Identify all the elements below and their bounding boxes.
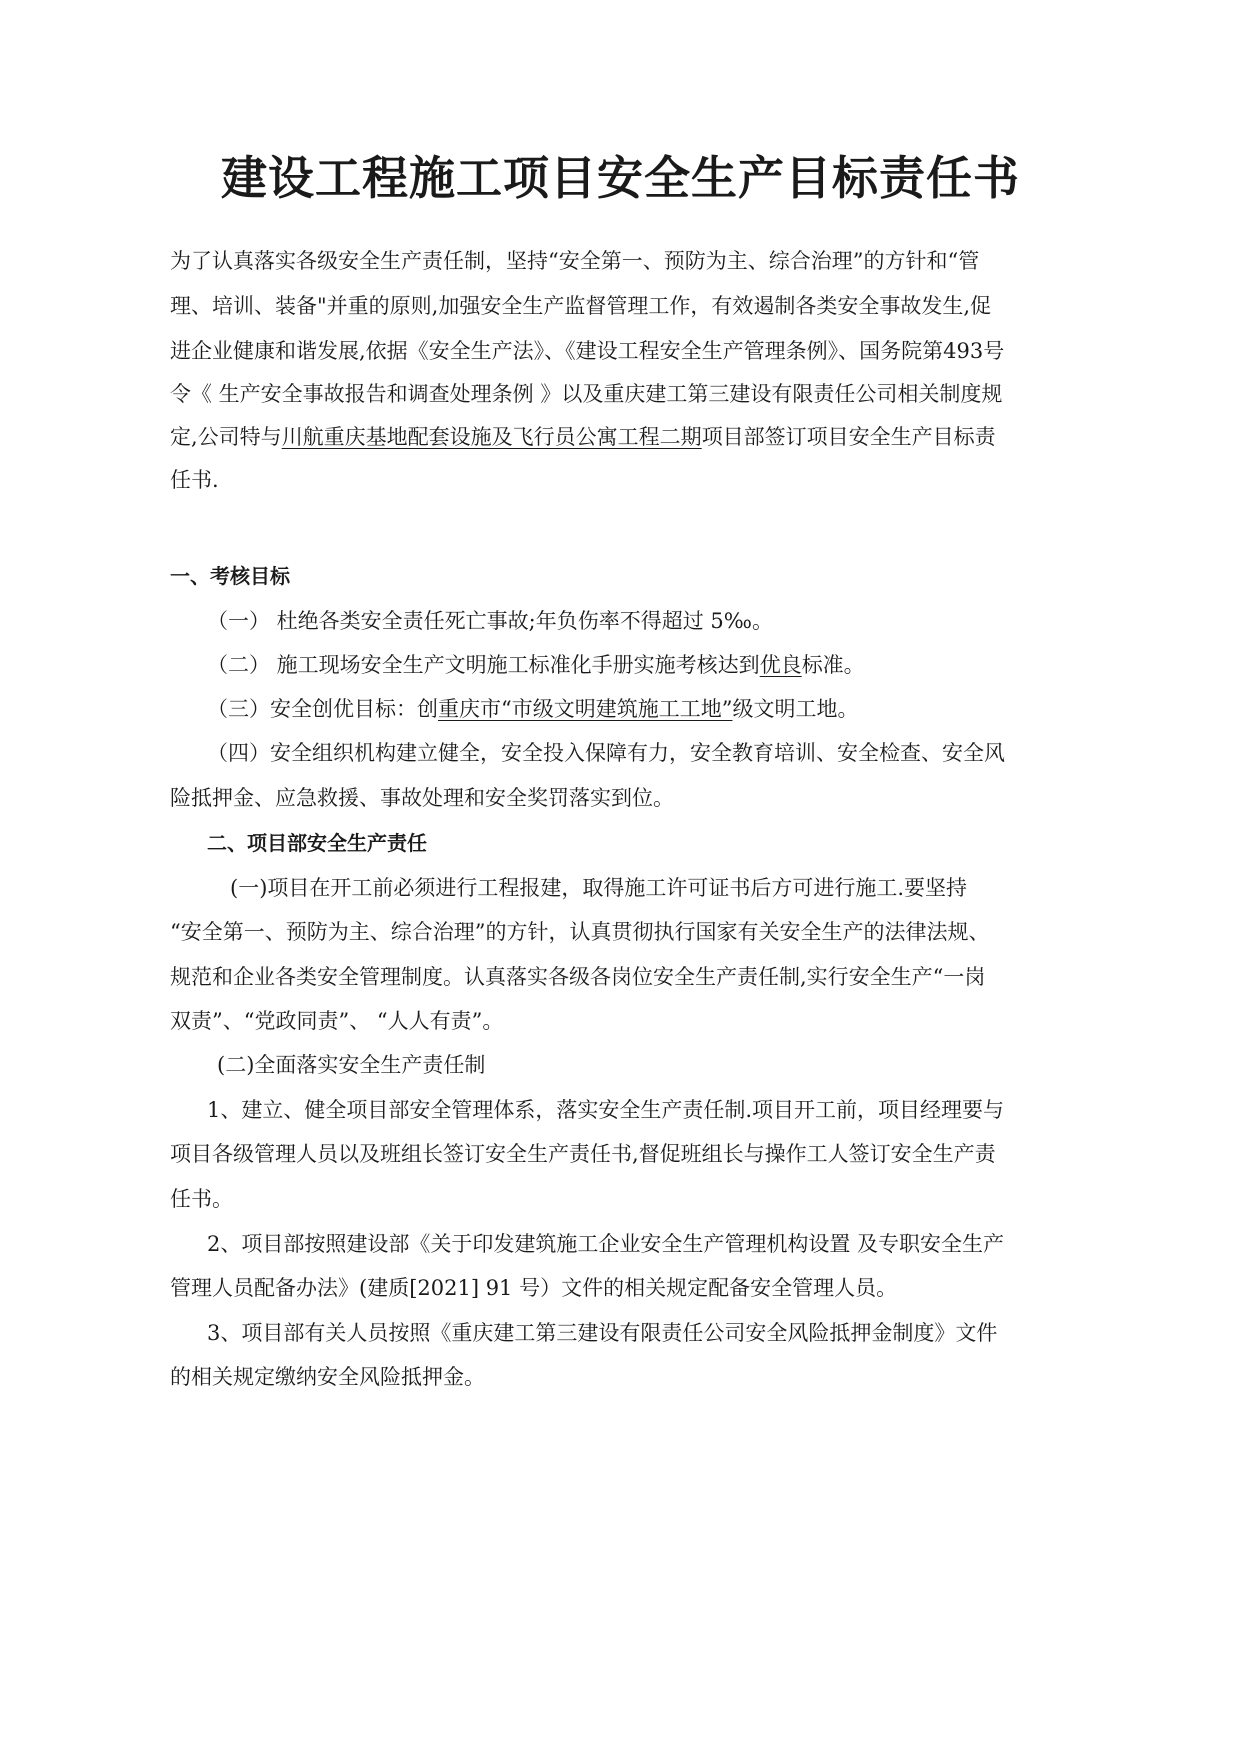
rule-2-line-2: 管理人员配备办法》(建质[2021] 91 号）文件的相关规定配备安全管理人员。: [170, 1276, 898, 1300]
section-2-heading: 二、项目部安全生产责任: [207, 831, 427, 855]
rule-2-line-1: 2、项目部按照建设部《关于印发建筑施工企业安全生产管理机构设置 及专职安全生产: [207, 1232, 1005, 1256]
section-1-heading: 一、考核目标: [170, 564, 290, 588]
rule-1-line-2: 项目各级管理人员以及班组长签订安全生产责任书,督促班组长与操作工人签订安全生产责: [170, 1142, 996, 1166]
intro-line-5-before: 定,公司特与: [170, 425, 282, 449]
responsibility-p1-line-4: 双责”、“党政同责”、 “人人有责”。: [170, 1009, 504, 1033]
intro-line-5: [170, 421, 996, 453]
goal-target: 重庆市“市级文明建筑施工工地”: [438, 697, 733, 721]
responsibility-p1-line-2: “安全第一、预防为主、综合治理”的方针，认真贯彻执行国家有关安全生产的法律法规、: [170, 920, 990, 944]
goal-item-2: [207, 649, 865, 681]
intro-line-3: 进企业健康和谐发展,依据《安全生产法》、《建设工程安全生产管理条例》、国务院第493号: [170, 339, 1005, 363]
responsibility-p1-line-3: 规范和企业各类安全管理制度。认真落实各级各岗位安全生产责任制,实行安全生产“一岗: [170, 965, 986, 989]
goal-item-3-before: （三）安全创优目标：创: [207, 697, 438, 721]
project-name: 川航重庆基地配套设施及飞行员公寓工程二期: [281, 425, 702, 449]
rule-1-line-1: 1、建立、健全项目部安全管理体系，落实安全生产责任制.项目开工前，项目经理要与: [207, 1098, 1005, 1122]
goal-item-2-before: （二） 施工现场安全生产文明施工标准化手册实施考核达到: [207, 653, 760, 677]
goal-item-4-line-1: （四）安全组织机构建立健全，安全投入保障有力，安全教育培训、安全检查、安全风: [207, 741, 1005, 765]
responsibility-p1-line-1: (一)项目在开工前必须进行工程报建，取得施工许可证书后方可进行施工.要坚持: [230, 876, 968, 900]
rule-3-line-1: 3、项目部有关人员按照《重庆建工第三建设有限责任公司安全风险抵押金制度》文件: [207, 1321, 998, 1345]
intro-line-5-after: 项目部签订项目安全生产目标责: [701, 425, 996, 449]
rule-1-line-3: 任书。: [170, 1187, 233, 1211]
rule-3-line-2: 的相关规定缴纳安全风险抵押金。: [170, 1365, 485, 1389]
responsibility-p2-heading: (二)全面落实安全生产责任制: [217, 1053, 486, 1077]
intro-line-4: 令《 生产安全事故报告和调查处理条例 》以及重庆建工第三建设有限责任公司相关制度规: [170, 382, 1003, 406]
goal-item-2-after: 标准。: [801, 653, 865, 677]
goal-item-3: [207, 693, 858, 725]
intro-line-2: 理、培训、装备"并重的原则,加强安全生产监督管理工作，有效遏制各类安全事故发生,促: [170, 294, 992, 318]
goal-item-1: （一） 杜绝各类安全责任死亡事故;年负伤率不得超过 5‰。: [207, 609, 773, 633]
intro-line-6: 任书.: [170, 468, 219, 492]
document-title: 建设工程施工项目安全生产目标责任书: [221, 151, 1020, 205]
goal-grade: 优良: [759, 653, 802, 677]
intro-line-1: 为了认真落实各级安全生产责任制，坚持“安全第一、预防为主、综合治理”的方针和“管: [170, 249, 980, 273]
goal-item-4-line-2: 险抵押金、应急救援、事故处理和安全奖罚落实到位。: [170, 786, 674, 810]
goal-item-3-after: 级文明工地。: [732, 697, 859, 721]
